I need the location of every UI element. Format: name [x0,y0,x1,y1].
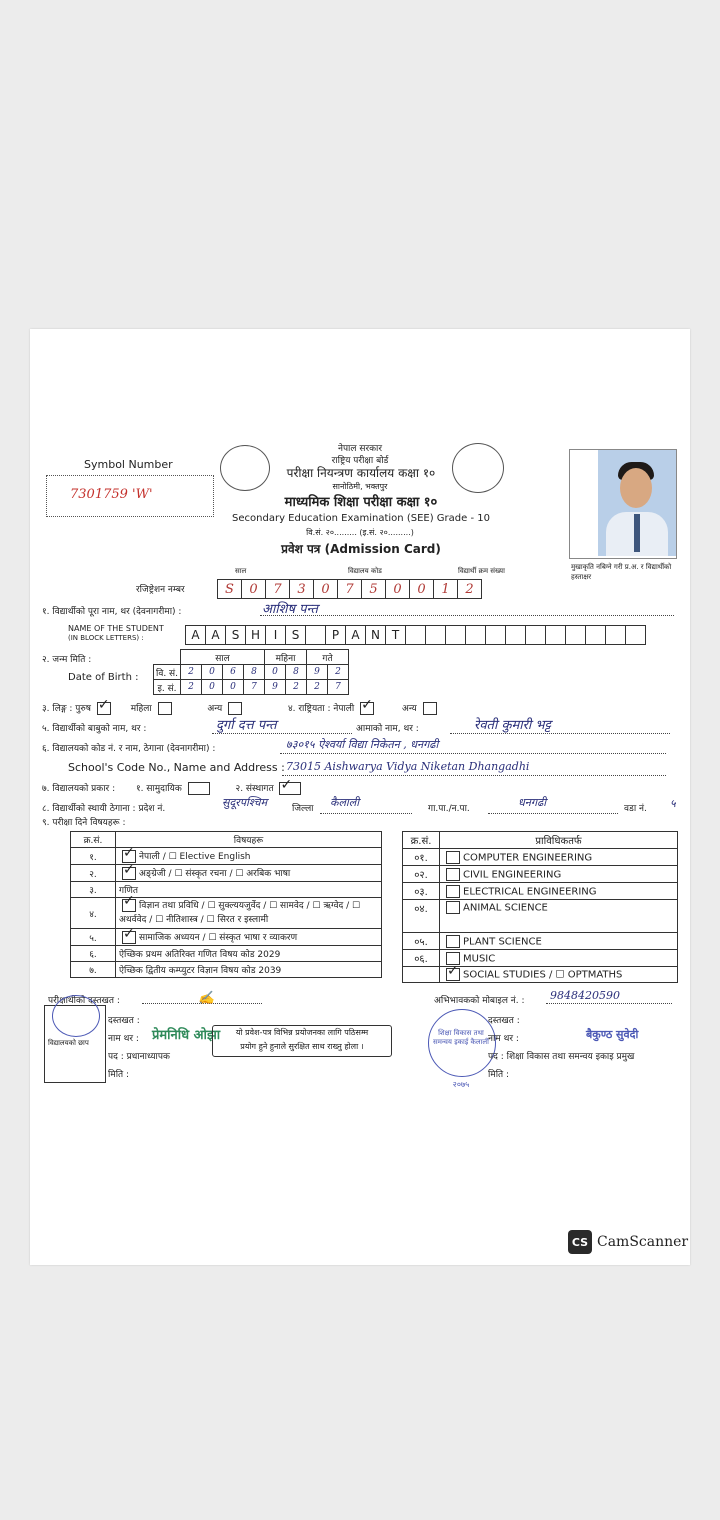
name-letter-cell: A [205,625,226,645]
registration-cell: S [217,579,242,599]
district-line [320,813,412,814]
table-row: ०१. COMPUTER ENGINEERING [403,849,678,866]
address-ward-label: वडा नं. [624,804,647,814]
table-row: ✓SOCIAL STUDIES / ☐ OPTMATHS [403,967,678,983]
name-letter-cell [525,625,546,645]
table-row: ०६. MUSIC [403,950,678,967]
registration-cell: 1 [433,579,458,599]
registration-cell: 5 [361,579,386,599]
table-row: ४. ✓विज्ञान तथा प्रविधि / ☐ सुक्ल्ययजुर्वेद / ☐ सामवेद / ☐ ऋग्वेद / ☐ अथर्ववेद / ☐ नीतिशास्त्र / ☐ सिरत र इस्लामी [71,898,382,929]
address-municipality-label: गा.पा./न.पा. [428,804,470,814]
dob-ad-digit: 7 [328,680,349,695]
table-row: ७. ऐच्छिक द्वितीय कम्प्युटर विज्ञान विषय कोड 2039 [71,962,382,978]
father-line [212,733,352,734]
address-ward: ५ [670,797,676,810]
name-letter-cell [405,625,426,645]
address-municipality: धनगढी [518,796,547,809]
table-row: ०३. ELECTRICAL ENGINEERING [403,883,678,900]
header-exam-np: माध्यमिक शिक्षा परीक्षा कक्षा १० [284,495,438,510]
name-en-label2: (IN BLOCK LETTERS) : [68,634,144,642]
table-row: ५. ✓ सामाजिक अध्ययन / ☐ संस्कृत भाषा र व्याकरण [71,929,382,946]
school-stamp-label: विद्यालयको छाप [48,1039,89,1047]
dob-bs-digit: 2 [328,665,349,680]
other-gender-checkbox [228,702,242,715]
dob-head-month: महिना [265,650,307,665]
school-en-label: School's Code No., Name and Address : [68,761,285,774]
note-line2: प्रयोग हुने हुनाले सुरक्षित साथ राख्नु होला । [240,1042,364,1051]
dob-head-year: साल [181,650,265,665]
name-letter-cell [625,625,646,645]
name-letter-cell: T [385,625,406,645]
mother-label: आमाको नाम, थर : [356,724,419,734]
table-row: ६. ऐच्छिक प्रथम अतिरिक्त गणित विषय कोड 2029 [71,946,382,962]
gender-label: ३. लिङ्ग : पुरुष [42,704,91,714]
note-line1: यो प्रवेश-पत्र विभिन्न प्रयोजनका लागि पठिसम्म [235,1028,369,1037]
name-letter-cell: H [245,625,266,645]
symbol-label: Symbol Number [84,458,173,471]
rhino-emblem-icon [220,445,270,491]
admission-card-sheet [30,329,690,1265]
address-district-label: जिल्ला [292,804,314,814]
name-en-label1: NAME OF THE STUDENT [68,624,164,633]
other-nationality-checkbox [423,702,437,715]
name-letter-cell: S [285,625,306,645]
school-type-line [42,781,304,795]
header-board: राष्ट्रिय परीक्षा बोर्ड [331,456,389,466]
subjects-table [70,831,382,978]
school-np-label: ६. विद्यालयको कोड नं. र नाम, ठेगाना (देवनागरीमा) : [42,744,216,754]
name-letter-cell [425,625,446,645]
right-name: बैकुण्ठ सुवेदी [586,1028,639,1041]
right-date: मिति : [488,1070,510,1080]
registration-cell: 2 [457,579,482,599]
dob-bs-digit: 0 [202,665,223,680]
name-letter-cell [445,625,466,645]
name-letter-cell [545,625,566,645]
school-en-line [282,775,666,776]
registration-cell: 7 [337,579,362,599]
table-row: ०४. ANIMAL SCIENCE [403,900,678,933]
table-row: ०२. CIVIL ENGINEERING [403,866,678,883]
male-checkbox [97,702,111,715]
technical-table [402,831,678,983]
principal-name-label: नाम थर : [108,1034,139,1044]
name-letter-cell [605,625,626,645]
dob-ad-digit: 9 [265,680,286,695]
principal-sig-label: दस्तखत : [108,1016,140,1026]
dob-bs-digit: 8 [244,665,265,680]
name-letter-cell: A [185,625,206,645]
dob-ad-digit: 7 [244,680,265,695]
table-row: ०५. PLANT SCIENCE [403,933,678,950]
header-exam-en: Secondary Education Examination (SEE) Grade - 10 [232,513,490,524]
registration-cell: 7 [265,579,290,599]
district-stamp-text: शिक्षा विकास तथा समन्वय इकाई कैलाली [433,1029,489,1046]
registration-cell: 0 [409,579,434,599]
school-type-institutional: २. संस्थागत [235,784,274,794]
camscanner-logo-icon: CS [568,1230,592,1254]
registration-cell: 3 [289,579,314,599]
dob-ad-label: इ. सं. [154,680,181,695]
mother-line [450,733,670,734]
dob-bs-digit: 0 [265,665,286,680]
header-office: परीक्षा नियन्त्रण कार्यालय कक्षा १० [286,466,436,480]
header-place: सानोठिमी, भक्तपुर [332,482,388,491]
other-gender-label: अन्य [207,704,223,714]
name-np-value: आशिष पन्त [262,602,318,617]
guardian-mobile-label: अभिभावकको मोबाइल नं. : [434,996,525,1006]
examinee-sig-label: परीक्षार्थीको दस्तखत : [48,996,120,1006]
school-np-line [280,753,666,754]
nationality-label: ४. राष्ट्रियता : नेपाली [287,704,355,714]
school-type-label: ७. विद्यालयको प्रकार : [42,784,116,794]
table-row: ३. गणित [71,882,382,898]
subj-h-subject: विषयहरू [116,832,382,848]
dob-bs-digit: 2 [181,665,202,680]
tech-h-no: क्र.सं. [403,832,440,849]
principal-date: मिति : [108,1070,130,1080]
father-name: दुर्गा दत्त पन्त [216,718,277,733]
name-np-label: १. विद्यार्थीको पूरा नाम, थर (देवनागरीमा) : [42,607,182,617]
subjects-label: ९. परीक्षा दिने विषयहरू : [42,818,126,828]
guardian-mobile-line [546,1003,672,1004]
dob-en-label: Date of Birth : [68,672,139,683]
student-photo [569,449,677,559]
right-post: पद : शिक्षा विकास तथा समन्वय इकाइ प्रमुख [488,1052,635,1062]
header-year: वि.सं. २०......... (इ.सं. २०.........) [306,528,414,537]
school-stamp-icon [52,995,100,1037]
camscanner-text: CamScanner [597,1234,689,1250]
community-checkbox [188,782,210,795]
name-letter-cell [565,625,586,645]
right-name-label: नाम थर : [488,1034,519,1044]
name-letter-cell: I [265,625,286,645]
name-letter-cell: N [365,625,386,645]
name-np-line [260,615,674,616]
dob-ad-digit: 0 [223,680,244,695]
district-stamp-year: २०७५ [452,1080,470,1089]
name-letter-cell [465,625,486,645]
principal-signature-icon: ✍ [198,991,215,1006]
dob-label: २. जन्म मिति : [42,655,92,665]
name-letter-cell: A [345,625,366,645]
name-letter-cell [585,625,606,645]
principal-post: पद : प्रधानाध्यापक [108,1052,170,1062]
name-letter-cell [305,625,326,645]
female-checkbox [158,702,172,715]
reg-label: रजिष्ट्रेशन नम्बर [136,585,185,595]
other-nationality-label: अन्य [402,704,417,714]
registration-cell: 0 [241,579,266,599]
dob-bs-digit: 6 [223,665,244,680]
dob-bs-digit: 9 [307,665,328,680]
tech-h-subject: प्राविधिकतर्फ [440,832,678,849]
mother-name: रेवती कुमारी भट्ट [474,718,551,733]
dob-ad-digit: 2 [181,680,202,695]
symbol-value: 7301759 'W' [70,487,153,502]
institutional-checkbox [279,782,301,795]
school-en-value: 73015 Aishwarya Vidya Niketan Dhangadhi [286,760,530,773]
school-np-value: ७३०१५ ऐश्वर्या विद्या निकेतन , धनगढी [286,738,439,751]
reg-col-serial: विद्यार्थी क्रम संख्या [458,567,505,575]
header-govt: नेपाल सरकार [337,444,383,454]
address-label: ८. विद्यार्थीको स्थायी ठेगाना : प्रदेश नं. [42,804,166,814]
dob-ad-digit: 2 [286,680,307,695]
right-sig-label: दस्तखत : [488,1016,520,1026]
name-en-cells [186,625,646,643]
guardian-mobile: 9848420590 [550,989,620,1002]
table-row: १. ✓ नेपाली / ☐ Elective English [71,848,382,865]
municipality-line [488,813,618,814]
nepali-checkbox [360,702,374,715]
registration-cells [218,579,482,597]
photo-note: मुखाकृति नबिग्ने गरी प्र.अ. र विद्यार्थीको हस्ताक्षर [571,563,672,581]
safety-note [212,1025,392,1057]
dob-table [153,649,349,695]
nepal-emblem-icon [452,443,504,493]
header-card-title: प्रवेश पत्र (Admission Card) [281,542,441,556]
address-district: कैलाली [330,796,360,809]
name-letter-cell: P [325,625,346,645]
dob-head-day: गते [307,650,349,665]
school-type-community: १. सामुदायिक [135,784,182,794]
reg-col-school: विद्यालय कोड [348,567,382,575]
female-label: महिला [130,704,152,714]
registration-cell: 0 [385,579,410,599]
name-letter-cell: S [225,625,246,645]
name-letter-cell [485,625,506,645]
reg-col-year: साल [235,567,247,575]
principal-name: प्रेमनिधि ओझा [152,1028,221,1043]
dob-bs-digit: 8 [286,665,307,680]
table-row: २. ✓ अङ्ग्रेजी / ☐ संस्कृत रचना / ☐ अरबिक भाषा [71,865,382,882]
address-province: सुदूरपश्चिम [222,796,268,809]
parents-label: ५. विद्यार्थीको बाबुको नाम, थर : [42,724,147,734]
gender-line [42,701,440,715]
name-letter-cell [505,625,526,645]
subj-h-no: क्र.सं. [71,832,116,848]
dob-ad-digit: 0 [202,680,223,695]
dob-bs-label: वि. सं. [154,665,181,680]
dob-ad-digit: 2 [307,680,328,695]
registration-cell: 0 [313,579,338,599]
